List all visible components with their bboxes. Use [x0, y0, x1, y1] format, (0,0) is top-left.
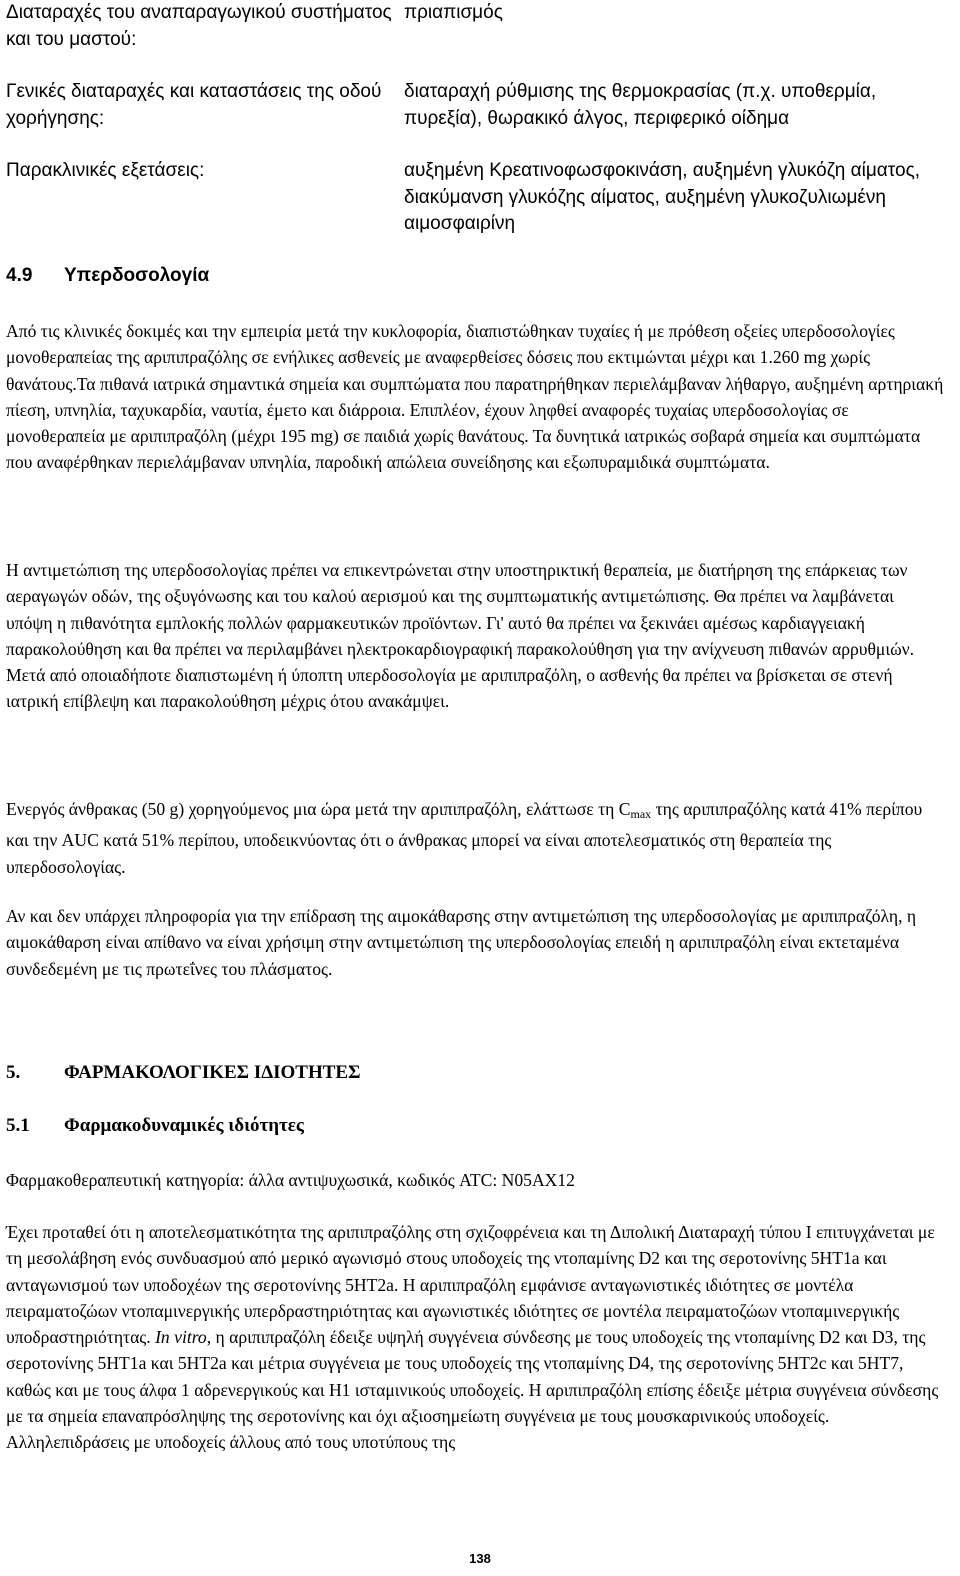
row-term: Γενικές διαταραχές και καταστάσεις της οδού χορήγησης: — [6, 81, 382, 129]
section-title: ΦΑΡΜΑΚΟΛΟΓΙΚΕΣ ΙΔΙΟΤΗΤΕΣ — [64, 1062, 361, 1083]
charcoal-text-part-1: Ενεργός άνθρακας (50 g) χορηγούμενος μια ώρα μετά την αριπιπραζόλη, ελάττωσε τη C — [6, 799, 631, 819]
row-value: διαταραχή ρύθμισης της θερμοκρασίας (π.χ. υποθερμία, πυρεξία), θωρακικό άλγος, περιφερικό οίδημα — [404, 81, 877, 129]
paragraph-activated-charcoal — [6, 796, 944, 880]
charcoal-text-part-2: της αριπιπραζόλης κατά 41% περίπου και την AUC κατά 51% περίπου, υποδεικνύοντας ότι ο άνθρακας μπορεί να είναι αποτελεσματικός στη θεραπεία της υπερδοσολογίας. — [6, 799, 923, 877]
row-value: πριαπισμός — [404, 2, 503, 23]
section-heading-5-1 — [6, 1115, 304, 1137]
cmax-subscript: max — [630, 807, 652, 821]
paragraph-overdose-reports: Από τις κλινικές δοκιμές και την εμπειρία μετά την κυκλοφορία, διαπιστώθηκαν τυχαίες ή με πρόθεση οξείες υπερδοσολογίες μονοθεραπείας της αριπιπραζόλης σε ενήλικες ασθενείς με αναφερθείσες δόσεις που εκτιμώνται μέχρι και 1.260 mg χωρίς θανάτους.Τα πιθανά ιατρικά σημαντικά σημεία και συμπτώματα που παρατηρήθηκαν περιελάμβαναν λήθαργο, αυξημένη αρτηριακή πίεση, υπνηλία, ταχυκαρδία, ναυτία, έμετο και διάρροια. Επιπλέον, έχουν ληφθεί αναφορές τυχαίας υπερδοσολογίας σε μονοθεραπεία με αριπιπραζόλη (μέχρι 195 mg) σε παιδιά χωρίς θανάτους. Τα δυνητικά ιατρικώς σοβαρά σημεία και συμπτώματα που αναφέρθηκαν περιελάμβαναν υπνηλία, παροδική απώλεια συνείδησης και εξωπυραμιδικά συμπτώματα. — [6, 321, 944, 473]
row-term: Διαταραχές του αναπαραγωγικού συστήματος και του μαστού: — [6, 2, 392, 50]
section-heading-4-9 — [6, 265, 209, 287]
page-number: 138 — [469, 1551, 491, 1566]
paragraph-overdose-management: Η αντιμετώπιση της υπερδοσολογίας πρέπει να επικεντρώνεται στην υποστηρικτική θεραπεία, με διατήρηση της επάρκειας των αεραγωγών οδών, της οξυγόνωσης και του καλού αερισμού και της συμπτωματικής αντιμετώπισης. Θα πρέπει να λαμβάνεται υπόψη η πιθανότητα εμπλοκής πολλών φαρμακευτικών προϊόντων. Γι' αυτό θα πρέπει να ξεκινάει αμέσως καρδιαγγειακή παρακολούθηση και θα πρέπει να περιλαμβάνει ηλεκτροκαρδιογραφική παρακολούθηση για την ανίχνευση πιθανών αρρυθμιών. Μετά από οποιαδήποτε διαπιστωμένη ή ύποπτη υπερδοσολογία με αριπιπραζόλη, ο ασθενής θα πρέπει να βρίσκεται σε στενή ιατρική επίβλεψη και παρακολούθηση μέχρις ότου ανακάμψει. — [6, 560, 915, 712]
in-vitro-italic: In vitro — [155, 1327, 207, 1348]
paragraph-mechanism — [6, 1219, 944, 1456]
mechanism-text-part-2: , η αριπιπραζόλη έδειξε υψηλή συγγένεια σύνδεσης με τους υποδοχείς της ντοπαμίνης D2 και D3, της σεροτονίνης 5HT1a και 5HT2a και μέτρια συγγένεια με τους υποδοχείς της ντοπαμίνης D4, της σεροτονίνης 5HT2c και 5HT7, καθώς και με τους άλφα 1 αδρενεργικούς και Η1 ισταμινικούς υποδοχείς. Η αριπιπραζόλη επίσης έδειξε μέτρια συγγένεια σύνδεσης με τα σημεία επαναπρόσληψης της σεροτονίνης και όχι αξιοσημείωτη συγγένεια με τους μουσκαρινικούς υποδοχείς. Αλληλεπιδράσεις με υποδοχείς άλλους από τους υποτύπους της — [6, 1327, 939, 1453]
section-number: 5.1 — [6, 1115, 30, 1136]
section-heading-5 — [6, 1062, 361, 1084]
section-title: Φαρμακοδυναμικές ιδιότητες — [64, 1115, 304, 1136]
paragraph-atc-category: Φαρμακοθεραπευτική κατηγορία: άλλα αντιψυχωσικά, κωδικός ATC: N05AX12 — [6, 1170, 575, 1190]
row-term: Παρακλινικές εξετάσεις: — [6, 160, 205, 181]
section-title: Υπερδοσολογία — [64, 265, 210, 286]
mechanism-text-part-1: Έχει προταθεί ότι η αποτελεσματικότητα της αριπιπραζόλης στη σχιζοφρένεια και τη Διπολική Διαταραχή τύπου Ι επιτυγχάνεται με τη μεσολάβηση ενός συνδυασμού από μερικό αγωνισμό στους υποδοχείς της ντοπαμίνης D2 και της σεροτονίνης 5HT1a και ανταγωνισμού των υποδοχέων της σεροτονίνης 5HT2a. Η αριπιπραζόλη εμφάνισε ανταγωνιστικές ιδιότητες σε μοντέλα πειραματοζώων ντοπαμινεργικής υπερδραστηριότητας και αγωνιστικές ιδιότητες σε μοντέλα πειραματοζώων ντοπαμινεργικής υποδραστηριότητας. — [6, 1222, 935, 1348]
section-number: 5. — [6, 1062, 21, 1083]
section-number: 4.9 — [6, 265, 33, 286]
paragraph-hemodialysis: Αν και δεν υπάρχει πληροφορία για την επίδραση της αιμοκάθαρσης στην αντιμετώπιση της υπερδοσολογίας με αριπιπραζόλη, η αιμοκάθαρση είναι απίθανο να είναι χρήσιμη στην αντιμετώπιση της υπερδοσολογίας επειδή η αριπιπραζόλη είναι εκτεταμένα συνδεδεμένη με τις πρωτεΐνες του πλάσματος. — [6, 906, 917, 979]
row-value: αυξημένη Κρεατινοφωσφοκινάση, αυξημένη γλυκόζη αίματος, διακύμανση γλυκόζης αίματος, αυξημένη γλυκοζυλιωμένη αιμοσφαιρίνη — [404, 160, 921, 234]
